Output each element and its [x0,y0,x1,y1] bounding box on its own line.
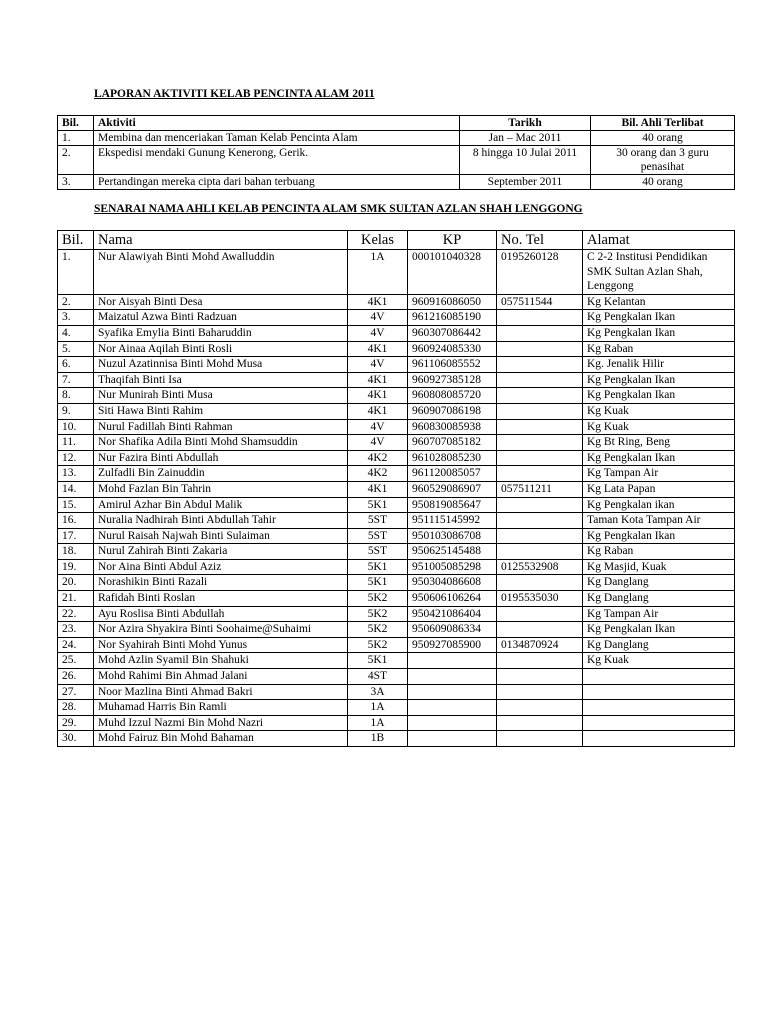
member-ic: 960529086907 [408,481,497,497]
member-address: Kg Kuak [583,419,735,435]
member-phone: 057511211 [497,481,583,497]
header-ahli: Bil. Ahli Terlibat [591,116,735,131]
member-name: Nur Alawiyah Binti Mohd Awalluddin [94,250,348,295]
member-address [583,669,735,685]
member-class: 5K1 [348,497,408,513]
member-bil: 21. [58,591,94,607]
member-address [583,731,735,747]
member-phone: 0134870924 [497,637,583,653]
member-bil: 5. [58,341,94,357]
member-name: Nuralia Nadhirah Binti Abdullah Tahir [94,513,348,529]
member-bil: 18. [58,544,94,560]
member-name: Muhd Izzul Nazmi Bin Mohd Nazri [94,715,348,731]
member-row [58,513,735,529]
member-ic: 961216085190 [408,310,497,326]
member-row [58,450,735,466]
member-name: Amirul Azhar Bin Abdul Malik [94,497,348,513]
activity-members-count: 40 orang [591,175,735,190]
member-ic [408,731,497,747]
activity-row [58,146,735,175]
member-phone [497,325,583,341]
member-class: 4V [348,325,408,341]
activity-members-count: 40 orang [591,131,735,146]
member-bil: 19. [58,559,94,575]
member-class: 4K1 [348,388,408,404]
member-bil: 9. [58,403,94,419]
member-address: Kg Raban [583,341,735,357]
member-row [58,544,735,560]
member-name: Nur Munirah Binti Musa [94,388,348,404]
member-name: Nor Shafika Adila Binti Mohd Shamsuddin [94,435,348,451]
member-row [58,653,735,669]
member-phone [497,700,583,716]
member-address: Kg Danglang [583,575,735,591]
member-class: 4ST [348,669,408,685]
member-bil: 13. [58,466,94,482]
member-name: Nor Azira Shyakira Binti Soohaime@Suhaimi [94,622,348,638]
member-bil: 3. [58,310,94,326]
member-bil: 4. [58,325,94,341]
member-name: Nor Syahirah Binti Mohd Yunus [94,637,348,653]
member-address: Kg Masjid, Kuak [583,559,735,575]
header-tarikh: Tarikh [460,116,591,131]
member-phone [497,450,583,466]
member-ic: 961106085552 [408,357,497,373]
member-ic: 950819085647 [408,497,497,513]
member-phone [497,513,583,529]
members-title: SENARAI NAMA AHLI KELAB PENCINTA ALAM SMK SULTAN AZLAN SHAH LENGGONG [94,203,583,215]
member-bil: 27. [58,684,94,700]
member-row [58,419,735,435]
member-phone [497,606,583,622]
member-address [583,700,735,716]
member-row [58,466,735,482]
member-row [58,250,735,295]
member-phone: 0195535030 [497,591,583,607]
member-class: 5ST [348,544,408,560]
activity-bil: 1. [58,131,94,146]
member-row [58,622,735,638]
activity-name: Membina dan menceriakan Taman Kelab Pencinta Alam [94,131,460,146]
member-ic: 950304086608 [408,575,497,591]
member-address: Kg Pengkalan Ikan [583,388,735,404]
member-ic [408,700,497,716]
member-phone: 057511544 [497,294,583,310]
member-phone [497,435,583,451]
member-name: Ayu Roslisa Binti Abdullah [94,606,348,622]
member-ic: 960830085938 [408,419,497,435]
member-bil: 20. [58,575,94,591]
member-row [58,325,735,341]
header-nama: Nama [94,231,348,250]
member-phone [497,403,583,419]
member-address: Kg Tampan Air [583,466,735,482]
member-phone [497,575,583,591]
member-name: Zulfadli Bin Zainuddin [94,466,348,482]
member-class: 5K1 [348,559,408,575]
member-row [58,497,735,513]
member-ic: 960927385128 [408,372,497,388]
member-phone [497,669,583,685]
member-row [58,575,735,591]
member-address: Kg Kuak [583,653,735,669]
member-phone [497,466,583,482]
member-bil: 29. [58,715,94,731]
member-ic: 961120085057 [408,466,497,482]
member-phone: 0195260128 [497,250,583,295]
member-class: 1A [348,700,408,716]
member-ic: 950606106264 [408,591,497,607]
activity-bil: 2. [58,146,94,175]
member-name: Muhamad Harris Bin Ramli [94,700,348,716]
member-bil: 24. [58,637,94,653]
member-name: Noor Mazlina Binti Ahmad Bakri [94,684,348,700]
member-row [58,357,735,373]
member-phone [497,341,583,357]
member-row [58,310,735,326]
member-row [58,700,735,716]
member-class: 5ST [348,528,408,544]
member-phone [497,731,583,747]
member-row [58,403,735,419]
member-address: Kg. Jenalik Hilir [583,357,735,373]
member-bil: 14. [58,481,94,497]
report-title: LAPORAN AKTIVITI KELAB PENCINTA ALAM 2011 [94,88,375,100]
member-ic: 950103086708 [408,528,497,544]
member-ic [408,684,497,700]
member-address: Kg Tampan Air [583,606,735,622]
member-row [58,669,735,685]
member-name: Thaqifah Binti Isa [94,372,348,388]
member-phone [497,310,583,326]
member-name: Nuzul Azatinnisa Binti Mohd Musa [94,357,348,373]
member-class: 4K2 [348,450,408,466]
member-bil: 10. [58,419,94,435]
member-ic: 961028085230 [408,450,497,466]
member-class: 4K1 [348,294,408,310]
activity-name: Ekspedisi mendaki Gunung Kenerong, Gerik. [94,146,460,175]
member-class: 4K2 [348,466,408,482]
member-ic: 951115145992 [408,513,497,529]
member-name: Nor Aisyah Binti Desa [94,294,348,310]
member-phone [497,357,583,373]
member-address: Kg Danglang [583,591,735,607]
member-bil: 2. [58,294,94,310]
member-phone [497,544,583,560]
member-phone: 0125532908 [497,559,583,575]
member-phone [497,684,583,700]
member-row [58,715,735,731]
member-class: 5K2 [348,606,408,622]
member-row [58,435,735,451]
member-bil: 12. [58,450,94,466]
activity-date: 8 hingga 10 Julai 2011 [460,146,591,175]
member-address: Kg Pengkalan Ikan [583,310,735,326]
header-bil: Bil. [58,231,94,250]
header-aktiviti: Aktiviti [94,116,460,131]
member-bil: 8. [58,388,94,404]
member-bil: 28. [58,700,94,716]
member-ic: 960916086050 [408,294,497,310]
activity-rows [58,131,735,190]
member-ic [408,653,497,669]
member-class: 4V [348,435,408,451]
member-phone [497,419,583,435]
member-name: Mohd Azlin Syamil Bin Shahuki [94,653,348,669]
member-row [58,637,735,653]
member-class: 5K2 [348,622,408,638]
member-bil: 30. [58,731,94,747]
member-class: 5K1 [348,575,408,591]
member-class: 4V [348,310,408,326]
member-ic: 960924085330 [408,341,497,357]
member-class: 4K1 [348,372,408,388]
member-name: Mohd Rahimi Bin Ahmad Jalani [94,669,348,685]
member-address: Kg Pengkalan Ikan [583,622,735,638]
member-address: Kg Pengkalan Ikan [583,450,735,466]
activity-row [58,175,735,190]
member-class: 5ST [348,513,408,529]
member-row [58,372,735,388]
member-address: Kg Pengkalan ikan [583,497,735,513]
member-bil: 23. [58,622,94,638]
member-ic: 950625145488 [408,544,497,560]
member-class: 4K1 [348,403,408,419]
member-class: 4V [348,357,408,373]
activity-bil: 3. [58,175,94,190]
member-class: 5K2 [348,637,408,653]
member-class: 5K1 [348,653,408,669]
member-ic: 000101040328 [408,250,497,295]
member-ic: 960707085182 [408,435,497,451]
member-address: Taman Kota Tampan Air [583,513,735,529]
member-ic: 960808085720 [408,388,497,404]
member-phone [497,653,583,669]
member-name: Nur Fazira Binti Abdullah [94,450,348,466]
member-bil: 16. [58,513,94,529]
member-address: Kg Lata Papan [583,481,735,497]
member-name: Norashikin Binti Razali [94,575,348,591]
member-ic: 950421086404 [408,606,497,622]
member-name: Nor Aina Binti Abdul Aziz [94,559,348,575]
activity-date: Jan – Mac 2011 [460,131,591,146]
activity-members-count: 30 orang dan 3 guru penasihat [591,146,735,175]
member-phone [497,497,583,513]
member-phone [497,372,583,388]
member-address: Kg Pengkalan Ikan [583,372,735,388]
member-row [58,559,735,575]
member-bil: 15. [58,497,94,513]
member-name: Nurul Zahirah Binti Zakaria [94,544,348,560]
header-bil: Bil. [58,116,94,131]
member-bil: 26. [58,669,94,685]
member-address: Kg Kuak [583,403,735,419]
member-class: 4V [348,419,408,435]
member-bil: 11. [58,435,94,451]
member-row [58,481,735,497]
member-bil: 22. [58,606,94,622]
member-class: 4K1 [348,341,408,357]
member-name: Nurul Raisah Najwah Binti Sulaiman [94,528,348,544]
member-row [58,294,735,310]
header-kelas: Kelas [348,231,408,250]
member-class: 1A [348,715,408,731]
member-address: C 2-2 Institusi Pendidikan SMK Sultan Azlan Shah, Lenggong [583,250,735,295]
member-ic: 951005085298 [408,559,497,575]
member-row [58,684,735,700]
member-ic [408,669,497,685]
member-ic: 960907086198 [408,403,497,419]
member-ic: 950609086334 [408,622,497,638]
member-phone [497,622,583,638]
member-name: Mohd Fazlan Bin Tahrin [94,481,348,497]
member-ic: 960307086442 [408,325,497,341]
header-tel: No. Tel [497,231,583,250]
member-bil: 1. [58,250,94,295]
member-name: Nor Ainaa Aqilah Binti Rosli [94,341,348,357]
member-row [58,606,735,622]
member-bil: 6. [58,357,94,373]
member-name: Syafika Emylia Binti Baharuddin [94,325,348,341]
header-alamat: Alamat [583,231,735,250]
member-address: Kg Danglang [583,637,735,653]
member-name: Siti Hawa Binti Rahim [94,403,348,419]
member-bil: 17. [58,528,94,544]
member-phone [497,388,583,404]
members-rows [58,250,735,747]
member-phone [497,715,583,731]
member-row [58,528,735,544]
activity-table [57,115,735,190]
member-row [58,731,735,747]
member-bil: 7. [58,372,94,388]
member-row [58,341,735,357]
member-row [58,591,735,607]
member-bil: 25. [58,653,94,669]
member-address: Kg Kelantan [583,294,735,310]
member-address: Kg Bt Ring, Beng [583,435,735,451]
member-class: 4K1 [348,481,408,497]
member-name: Rafidah Binti Roslan [94,591,348,607]
activity-name: Pertandingan mereka cipta dari bahan terbuang [94,175,460,190]
member-class: 3A [348,684,408,700]
member-address [583,684,735,700]
member-name: Nurul Fadillah Binti Rahman [94,419,348,435]
member-row [58,388,735,404]
member-name: Mohd Fairuz Bin Mohd Bahaman [94,731,348,747]
member-class: 1B [348,731,408,747]
member-class: 5K2 [348,591,408,607]
member-address: Kg Raban [583,544,735,560]
member-phone [497,528,583,544]
member-name: Maizatul Azwa Binti Radzuan [94,310,348,326]
member-ic: 950927085900 [408,637,497,653]
activity-header-row [58,116,735,131]
member-address: Kg Pengkalan Ikan [583,325,735,341]
member-address: Kg Pengkalan Ikan [583,528,735,544]
member-class: 1A [348,250,408,295]
members-header-row [58,231,735,250]
members-table [57,230,735,747]
member-address [583,715,735,731]
activity-row [58,131,735,146]
activity-date: September 2011 [460,175,591,190]
member-ic [408,715,497,731]
header-kp: KP [408,231,497,250]
